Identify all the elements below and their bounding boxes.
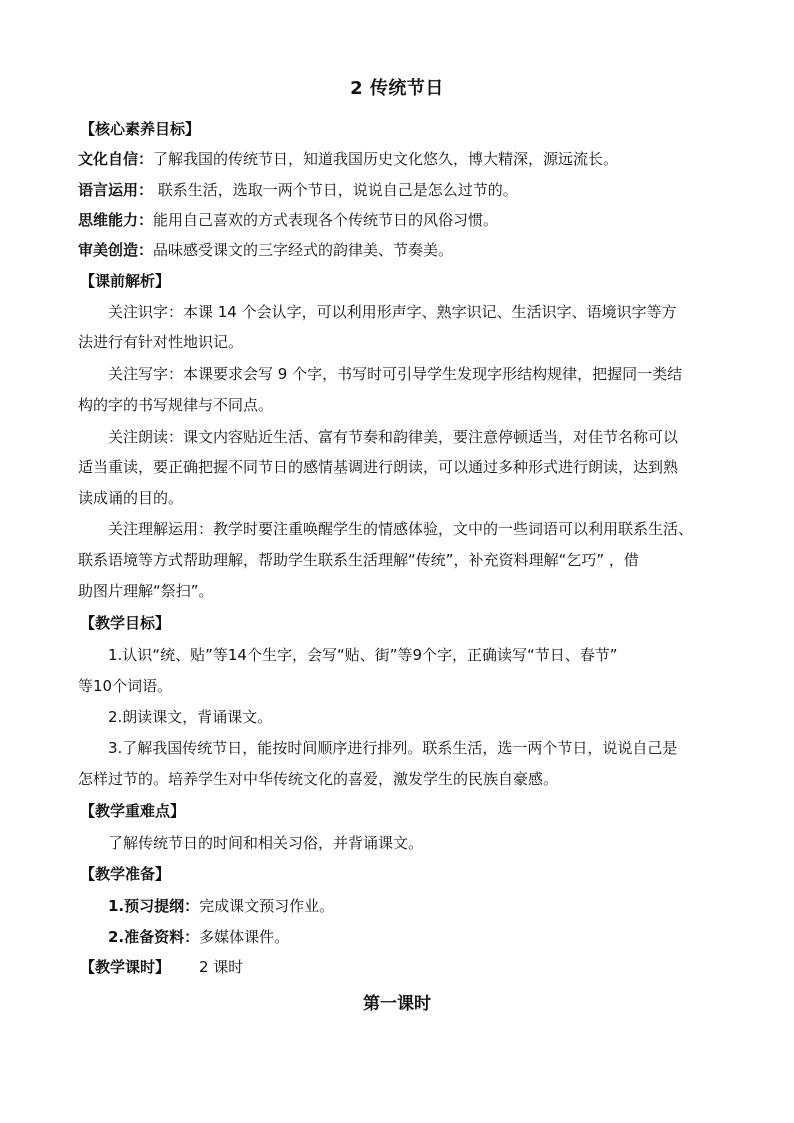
prep-item-outline bbox=[108, 896, 334, 916]
lesson-title: 第一课时 bbox=[363, 994, 431, 1014]
core-item-text: 能用自己喜欢的方式表现各个传统节日的风俗习惯。 bbox=[153, 211, 499, 229]
core-item-label: 审美创造： bbox=[78, 241, 154, 259]
section-heading-keypoints: 【教学重难点】 bbox=[80, 802, 186, 820]
analysis-line: 关注识字：本课 14 个会认字，可以利用形声字、熟字识记、生活识字、语境识字等方 bbox=[108, 303, 677, 321]
goal-line: 1.认识“统、贴”等14个生字，会写“贴、街”等9个字，正确读写“节日、春节” bbox=[108, 646, 618, 664]
hours-value: 2 课时 bbox=[199, 958, 244, 976]
goal-line: 2.朗读课文，背诵课文。 bbox=[108, 708, 273, 726]
section-heading-prep: 【教学准备】 bbox=[80, 865, 171, 883]
prep-item-text: 完成课文预习作业。 bbox=[199, 897, 335, 915]
core-item-text: 品味感受课文的三字经式的韵律美、节奏美。 bbox=[153, 241, 454, 259]
section-heading-analysis: 【课前解析】 bbox=[80, 272, 171, 290]
goal-line: 怎样过节的。培养学生对中华传统文化的喜爱，激发学生的民族自豪感。 bbox=[78, 770, 559, 788]
analysis-line: 读成诵的目的。 bbox=[78, 489, 184, 507]
section-heading-goals: 【教学目标】 bbox=[80, 614, 171, 632]
analysis-line: 构的字的书写规律与不同点。 bbox=[78, 396, 274, 414]
prep-item-label: 1.预习提纲： bbox=[108, 897, 200, 915]
analysis-line: 关注朗读：课文内容贴近生活、富有节奏和韵律美，要注意停顿适当，对佳节名称可以 bbox=[108, 428, 679, 446]
goal-line: 等10个词语。 bbox=[78, 677, 173, 695]
analysis-line: 法进行有针对性地识记。 bbox=[78, 333, 244, 351]
analysis-line: 助图片理解“祭扫”。 bbox=[78, 582, 214, 600]
page-title: 2 传统节日 bbox=[350, 78, 444, 99]
core-item-culture bbox=[78, 149, 618, 169]
core-item-label: 思维能力： bbox=[78, 211, 154, 229]
core-item-thinking bbox=[78, 210, 498, 230]
section-heading-hours: 【教学课时】 bbox=[80, 958, 171, 976]
core-item-label: 语言运用： bbox=[78, 181, 154, 199]
analysis-line: 适当重读，要正确把握不同节日的感情基调进行朗读，可以通过多种形式进行朗读，达到熟 bbox=[78, 458, 679, 476]
section-heading-core: 【核心素养目标】 bbox=[80, 120, 201, 138]
core-item-text: 了解我国的传统节日，知道我国历史文化悠久，博大精深，源远流长。 bbox=[153, 150, 619, 168]
prep-item-materials bbox=[108, 927, 289, 947]
core-item-text: 联系生活，选取一两个节日，说说自己是怎么过节的。 bbox=[153, 181, 518, 199]
analysis-line: 关注理解运用：教学时要注重唤醒学生的情感体验，文中的一些词语可以利用联系生活、 bbox=[108, 520, 694, 538]
analysis-line: 关注写字：本课要求会写 9 个字，书写时可引导学生发现字形结构规律，把握同一类结 bbox=[108, 365, 683, 383]
analysis-line: 联系语境等方式帮助理解，帮助学生联系生活理解“传统”，补充资料理解“乞巧” ，借 bbox=[78, 551, 639, 569]
core-item-language bbox=[78, 180, 518, 200]
keypoints-text: 了解传统节日的时间和相关习俗，并背诵课文。 bbox=[108, 834, 424, 852]
prep-item-text: 多媒体课件。 bbox=[199, 928, 290, 946]
core-item-aesthetic bbox=[78, 240, 453, 260]
core-item-label: 文化自信： bbox=[78, 150, 154, 168]
prep-item-label: 2.准备资料： bbox=[108, 928, 200, 946]
goal-line: 3.了解我国传统节日，能按时间顺序进行排列。联系生活，选一两个节日，说说自己是 bbox=[108, 739, 678, 757]
